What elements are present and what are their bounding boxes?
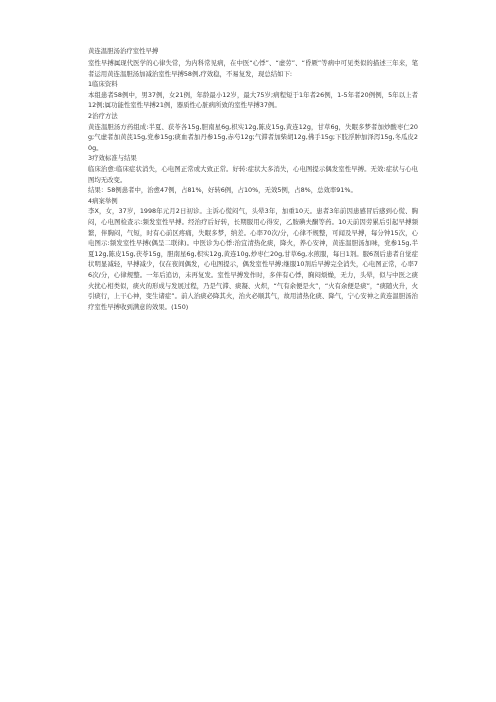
- section-heading-treatment: 2治疗方法: [88, 112, 118, 121]
- document-title: 黄连温胆汤治疗室性早搏: [88, 47, 159, 55]
- treatment-paragraph: 黄连温胆汤方药组成:半夏、获苓各15g,胆南星6g,枳实12g,陈皮15g,黄连12g，甘草6g，失眠多梦者加炒酸枣仁20g;气虚者加黄芪15g,党参15g;痰血者加丹参15g,赤芍12g;气滞者加柴胡12g,佛手15g;下肢浮肿加泽泻15g,冬瓜皮20g。: [88, 122, 418, 152]
- efficacy-criteria-paragraph: 临床治愈:临床症状消失，心电图正常或大致正常。好转:症状大多消失，心电图提示偶发室性早搏。无效:症状与心电图均无改变。: [88, 165, 418, 184]
- case-example-paragraph: 李X，女，37岁，1998年元月2日初诊。主诉心慌闷气，头晕3年，加重10天。患者3年前因患感冒后感到心慌、胸闷，心电图检查示:频发室性早搏。经治疗后好转，长期服用心得安，乙胺碘夫酮等药。10天前因劳累后引起早搏频繁，伴胸闷，气短，时有心前区疼痛，失眠多梦，纳差。心率70次/分，心律不规整，可闻及早搏，每分钟15次，心电图示:频发室性早搏(偶呈二联律)。中医诊为心悸:治宜清热化痰，降火，养心安神，黄连温胆汤加味，党参15g,半夏12g,陈皮15g,茯苓15g，胆南星6g,枳实12g,黄连10g,炒枣仁20g,甘草6g,水煎服，每日1剂。服6剂后患者自觉症状明显减轻，早搏减少，仅在夜间偶发，心电图提示，偶发室性早搏;继服10剂后早搏完全消失，心电图正常，心率76次/分，心律规整。一年后追访，未再复发。室性早搏发作时，多伴有心悸，胸闷烦燥，无力，头晕，似与中医之痰火扰心相类似，痰火的形成与发展过程，乃是气滞、痰凝、火炽，“气有余便是火”，“火有余便是痰”，“痰随火升，火引痰行，上干心神，变生诸症”。前人治痰必降其火，治火必顺其气，故用清热化痰、降气，宁心安神之黄连温胆汤治疗室性早搏收到满意的效果。(150): [88, 207, 418, 311]
- document-body: [88, 46, 418, 312]
- section-heading-efficacy: 3疗效标准与结果: [88, 154, 137, 163]
- results-paragraph: 结果：58例患者中，治愈47例，占81%，好转6例，占10%，无效5例，占8%，总效率91%。: [88, 186, 357, 195]
- clinical-data-paragraph: 本组患者58例中，男37例，女21例，年龄最小12岁，最大75岁;病程短于1年者26例，1-5年者20例例，5年以上者12例;属功能性室性早搏21例，器质性心脏病所致的室性早搏37例。: [88, 90, 418, 110]
- intro-paragraph: 室性早搏属现代医学的心律失常，为内科常见病，在中医“心悸”、“虚劳”、“昏厥”等病中可见类似的描述三年来，笔者运用黄连温胆汤加减治室性早搏58例,疗效稳，不易复发，现总结如下:: [88, 59, 418, 78]
- section-heading-case-example: 4病案举例: [88, 196, 118, 205]
- section-heading-clinical-data: 1临床资料: [88, 80, 118, 89]
